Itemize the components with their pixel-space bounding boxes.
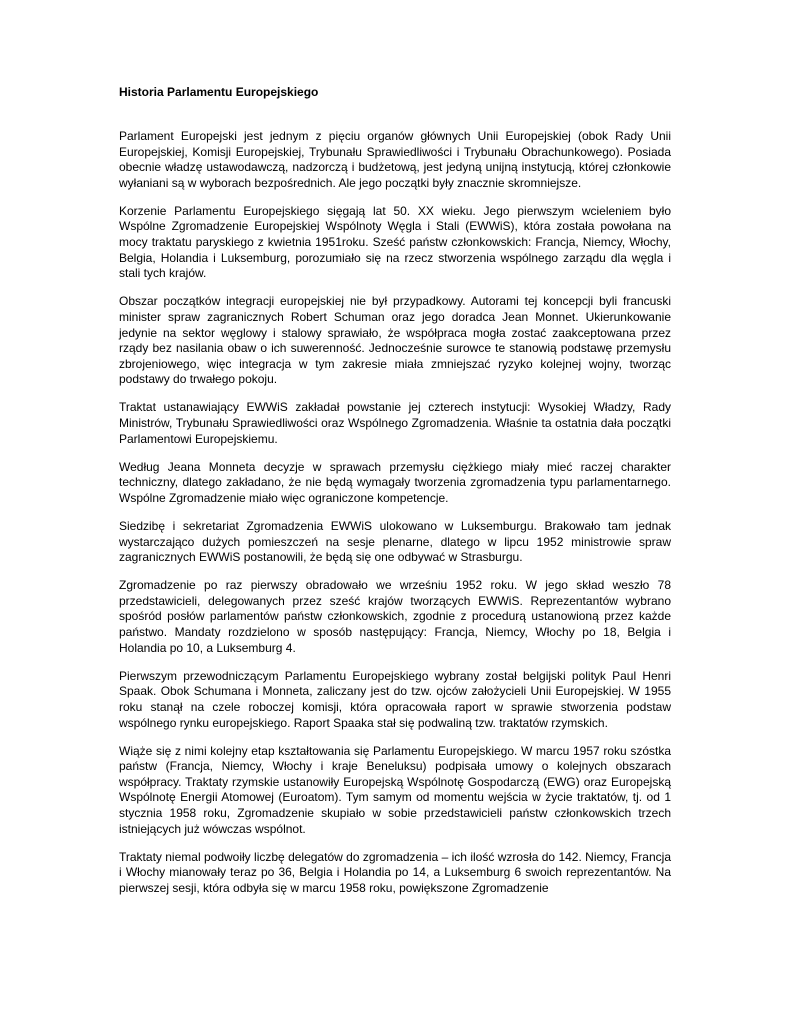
paragraph-5: Według Jeana Monneta decyzje w sprawach przemysłu ciężkiego miały mieć raczej charakter techniczny, dlatego zakładano, że nie będą wymagały tworzenia zgromadzenia typu parlamentarnego. Wspólne Zgromadzenie miało więc ograniczone kompetencje.: [119, 459, 671, 505]
paragraph-6: Siedzibę i sekretariat Zgromadzenia EWWiS ulokowano w Luksemburgu. Brakowało tam jednak wystarczająco dużych pomieszczeń na sesje plenarne, dlatego w lipcu 1952 ministrowie spraw zagranicznych EWWiS postanowili, że będą się one odbywać w Strasburgu.: [119, 518, 671, 565]
document-page: [119, 84, 671, 909]
paragraph-7: Zgromadzenie po raz pierwszy obradowało we wrześniu 1952 roku. W jego skład weszło 78 przedstawicieli, delegowanych przez sześć krajów tworzących EWWiS. Reprezentantów wybrano spośród posłów parlamentów państw członkowskich, zgodnie z procedurą ustanowioną przez każde państwo. Mandaty rozdzielono w sposób następujący: Francja, Niemcy, Włochy po 18, Belgia i Holandia po 10, a Luksemburg 4.: [119, 578, 671, 655]
paragraph-1: Parlament Europejski jest jednym z pięciu organów głównych Unii Europejskiej (obok Rady Unii Europejskiej, Komisji Europejskiej, Trybunału Sprawiedliwości i Trybunału Obrachunkowego). Posiada obecnie władzę ustawodawczą, nadzorczą i budżetową, jest jedyną unijną instytucją, której członkowie wyłaniani są w wyborach bezpośrednich. Ale jego początki były znacznie skromniejsze.: [119, 129, 671, 190]
paragraph-10: Traktaty niemal podwoiły liczbę delegatów do zgromadzenia – ich ilość wzrosła do 142. Niemcy, Francja i Włochy mianowały teraz po 36, Belgia i Holandia po 14, a Luksemburg 6 swoich reprezentantów. Na pierwszej sesji, która odbyła się w marcu 1958 roku, powiększone Zgromadzenie: [119, 849, 671, 895]
paragraph-3: Obszar początków integracji europejskiej nie był przypadkowy. Autorami tej koncepcji byli francuski minister spraw zagranicznych Robert Schuman oraz jego doradca Jean Monnet. Ukierunkowanie jedynie na sektor węglowy i stalowy sprawiało, że współpraca mogła zostać zaakceptowana przez rządy bez nasilania obaw o ich suwerenność. Jednocześnie surowce te stanowią podstawę przemysłu zbrojeniowego, więc integracja w tym zakresie miała zmniejszać ryzyko kolejnej wojny, tworząc podstawy do trwałego pokoju.: [119, 294, 671, 387]
paragraph-8: Pierwszym przewodniczącym Parlamentu Europejskiego wybrany został belgijski polityk Paul Henri Spaak. Obok Schumana i Monneta, zaliczany jest do tzw. ojców założycieli Unii Europejskiej. W 1955 roku stanął na czele roboczej komisji, która opracowała raport w sprawie stworzenia podstaw wspólnego rynku europejskiego. Raport Spaaka stał się podwaliną tzw. traktatów rzymskich.: [119, 668, 671, 730]
paragraph-9: Wiąże się z nimi kolejny etap kształtowania się Parlamentu Europejskiego. W marcu 1957 roku szóstka państw (Francja, Niemcy, Włochy i kraje Beneluksu) podpisała umowy o kolejnych obszarach współpracy. Traktaty rzymskie ustanowiły Europejską Wspólnotę Gospodarczą (EWG) oraz Europejską Wspólnotę Energii Atomowej (Euroatom). Tym samym od momentu wejścia w życie traktatów, tj. od 1 stycznia 1958 roku, Zgromadzenie skupiało w sobie przedstawicieli państw członkowskich trzech istniejących już wówczas wspólnot.: [119, 743, 671, 836]
document-title: Historia Parlamentu Europejskiego: [119, 85, 319, 99]
paragraph-2: Korzenie Parlamentu Europejskiego sięgają lat 50. XX wieku. Jego pierwszym wcieleniem było Wspólne Zgromadzenie Europejskiej Wspólnoty Węgla i Stali (EWWiS), która została powołana na mocy traktatu paryskiego z kwietnia 1951roku. Sześć państw członkowskich: Francja, Niemcy, Włochy, Belgia, Holandia i Luksemburg, porozumiało się na rzecz stworzenia wspólnego zarządu dla węgla i stali tych krajów.: [119, 203, 671, 281]
paragraph-4: Traktat ustanawiający EWWiS zakładał powstanie jej czterech instytucji: Wysokiej Władzy, Rady Ministrów, Trybunału Sprawiedliwości oraz Wspólnego Zgromadzenia. Właśnie ta ostatnia dała początki Parlamentowi Europejskiemu.: [119, 400, 671, 446]
